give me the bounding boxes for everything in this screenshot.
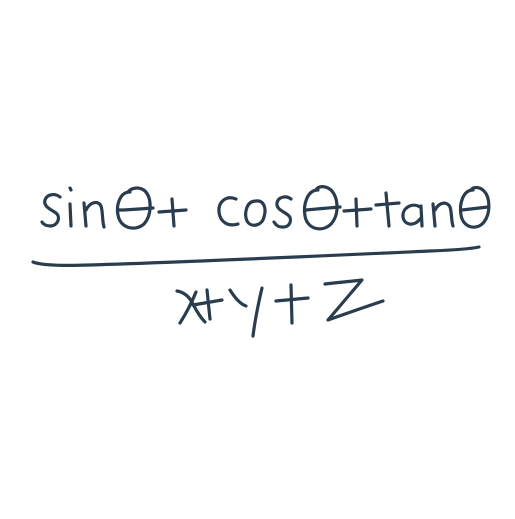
stroke-z	[325, 280, 383, 320]
stroke-theta-3-bar	[462, 207, 488, 210]
stroke-n	[84, 203, 104, 227]
stroke-o	[246, 201, 265, 225]
stroke-i-dot	[70, 188, 71, 190]
stroke-t	[376, 193, 399, 226]
numerator-ink	[42, 187, 489, 229]
stroke-theta-1-bar	[119, 208, 153, 210]
stroke-s	[42, 195, 60, 226]
fraction-bar	[33, 247, 479, 265]
stroke-plus-4	[276, 285, 308, 323]
stroke-y	[230, 288, 262, 336]
denominator-ink	[177, 280, 383, 336]
stroke-c	[219, 198, 238, 225]
stroke-a	[403, 205, 422, 226]
stroke-theta-2-bar	[306, 207, 340, 210]
stroke-plus-1	[159, 199, 186, 226]
stroke-s-2	[274, 197, 291, 227]
stroke-n-2	[433, 203, 453, 226]
stroke-i	[70, 204, 71, 226]
stroke-x	[177, 291, 205, 323]
stroke-plus-2	[344, 199, 371, 226]
